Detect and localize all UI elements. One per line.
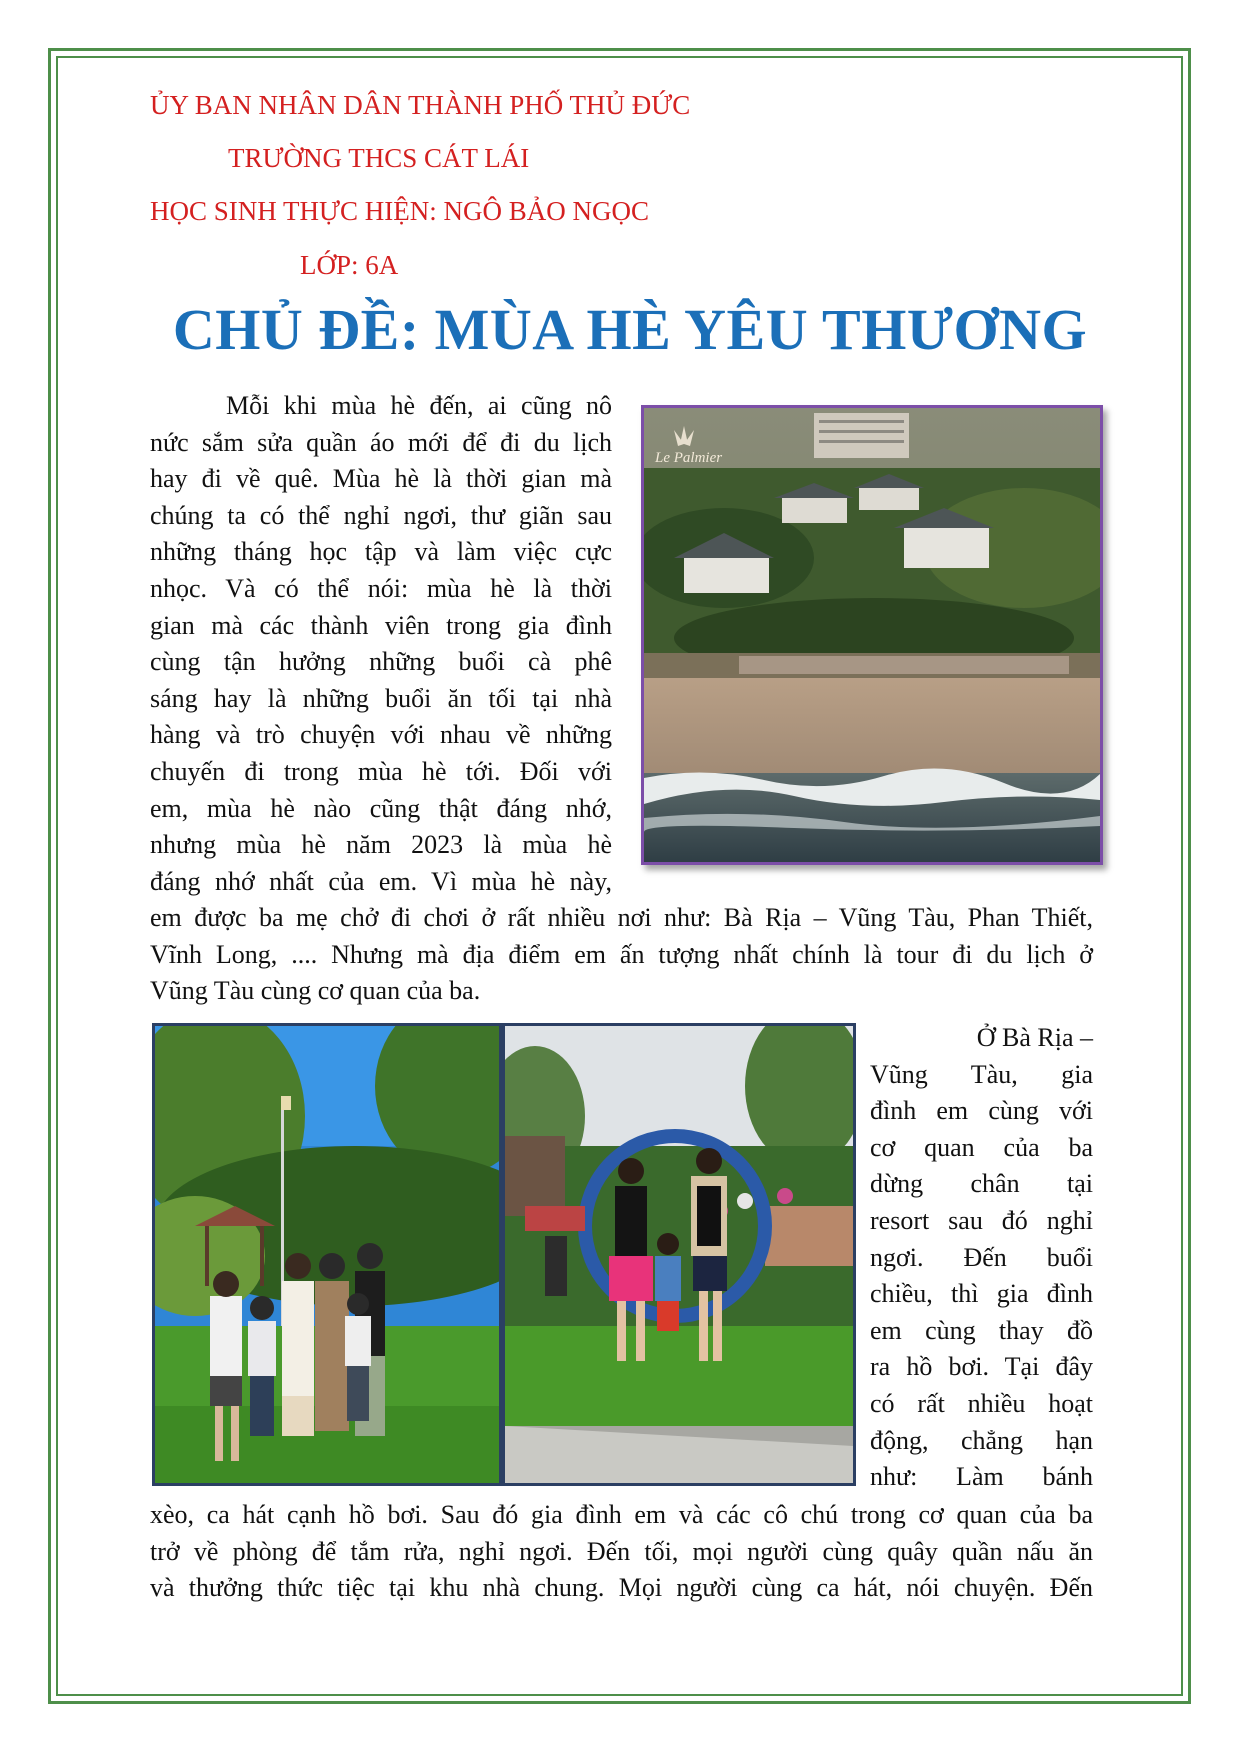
text-line: chúng ta có thể nghỉ ngơi, thư giãn sau <box>150 500 612 530</box>
paragraph-1-full <box>150 900 1093 1010</box>
text-line: xèo, ca hát cạnh hồ bơi. Sau đó gia đình em và các cô chú trong cơ quan của ba <box>150 1500 1093 1529</box>
resort-aerial-photo <box>641 405 1103 865</box>
text-line: cơ quan của ba <box>870 1132 1093 1162</box>
text-line: em, mùa hè nào cũng thật đáng nhớ, <box>150 793 612 823</box>
text-line: hàng và trò chuyện với nhau về những <box>150 720 612 750</box>
paragraph-1-narrow <box>150 388 612 900</box>
text-line: động, chẳng hạn <box>870 1425 1093 1455</box>
header-school: TRƯỜNG THCS CÁT LÁI <box>228 143 530 173</box>
text-line: Vũng Tàu, gia <box>870 1059 1093 1089</box>
family-park-photo <box>152 1023 502 1486</box>
text-line: chuyến đi trong mùa hè tới. Đối với <box>150 756 612 786</box>
text-line: nức sắm sửa quần áo mới để đi du lịch <box>150 427 612 457</box>
header-class: LỚP: 6A <box>300 250 399 280</box>
text-line: nhưng mùa hè năm 2023 là mùa hè <box>150 830 612 860</box>
header-committee: ỦY BAN NHÂN DÂN THÀNH PHỐ THỦ ĐỨC <box>150 90 691 120</box>
resort-logo: Le Palmier <box>655 450 723 466</box>
text-line: resort sau đó nghỉ <box>870 1205 1093 1235</box>
text-line: ngơi. Đến buổi <box>870 1242 1093 1272</box>
text-line: những tháng học tập và làm việc cực <box>150 537 612 567</box>
text-line: Vĩnh Long, .... Nhưng mà địa điểm em ấn tượng nhất chính là tour đi du lịch ở <box>150 939 1093 969</box>
text-line: em được ba mẹ chở đi chơi ở rất nhiều nơi như: Bà Rịa – Vũng Tàu, Phan Thiết, <box>150 903 1093 932</box>
text-line: Ở Bà Rịa – <box>976 1023 1093 1052</box>
text-line: cùng tận hưởng những buổi cà phê <box>150 647 612 677</box>
text-line: có rất nhiều hoạt <box>870 1388 1093 1418</box>
paragraph-2-full <box>150 1497 1093 1607</box>
text-line: em cùng thay đồ <box>870 1315 1093 1345</box>
text-line: như: Làm bánh <box>870 1462 1093 1492</box>
text-line: Vũng Tàu cùng cơ quan của ba. <box>150 976 481 1006</box>
text-line: và thưởng thức tiệc tại khu nhà chung. Mọi người cùng ca hát, nói chuyện. Đến <box>150 1573 1093 1603</box>
text-line: đáng nhớ nhất của em. Vì mùa hè này, <box>150 866 612 896</box>
text-line: đình em cùng với <box>870 1096 1093 1126</box>
paragraph-2-narrow <box>870 1020 1093 1496</box>
header-student: HỌC SINH THỰC HIỆN: NGÔ BẢO NGỌC <box>150 196 649 226</box>
text-line: Mỗi khi mùa hè đến, ai cũng nô <box>226 391 612 420</box>
page-title: CHỦ ĐỀ: MÙA HÈ YÊU THƯƠNG <box>172 297 1088 362</box>
family-garden-photo <box>502 1023 856 1486</box>
text-line: gian mà các thành viên trong gia đình <box>150 610 612 640</box>
text-line: chiều, thì gia đình <box>870 1279 1093 1309</box>
text-line: ra hồ bơi. Tại đây <box>870 1352 1093 1382</box>
text-line: trở về phòng để tắm rửa, nghỉ ngơi. Đến tối, mọi người cùng quây quần nấu ăn <box>150 1536 1093 1566</box>
text-line: hay đi về quê. Mùa hè là thời gian mà <box>150 464 612 494</box>
text-line: sáng hay là những buổi ăn tối tại nhà <box>150 683 612 713</box>
text-line: nhọc. Và có thể nói: mùa hè là thời <box>150 573 612 603</box>
text-line: dừng chân tại <box>870 1169 1093 1199</box>
